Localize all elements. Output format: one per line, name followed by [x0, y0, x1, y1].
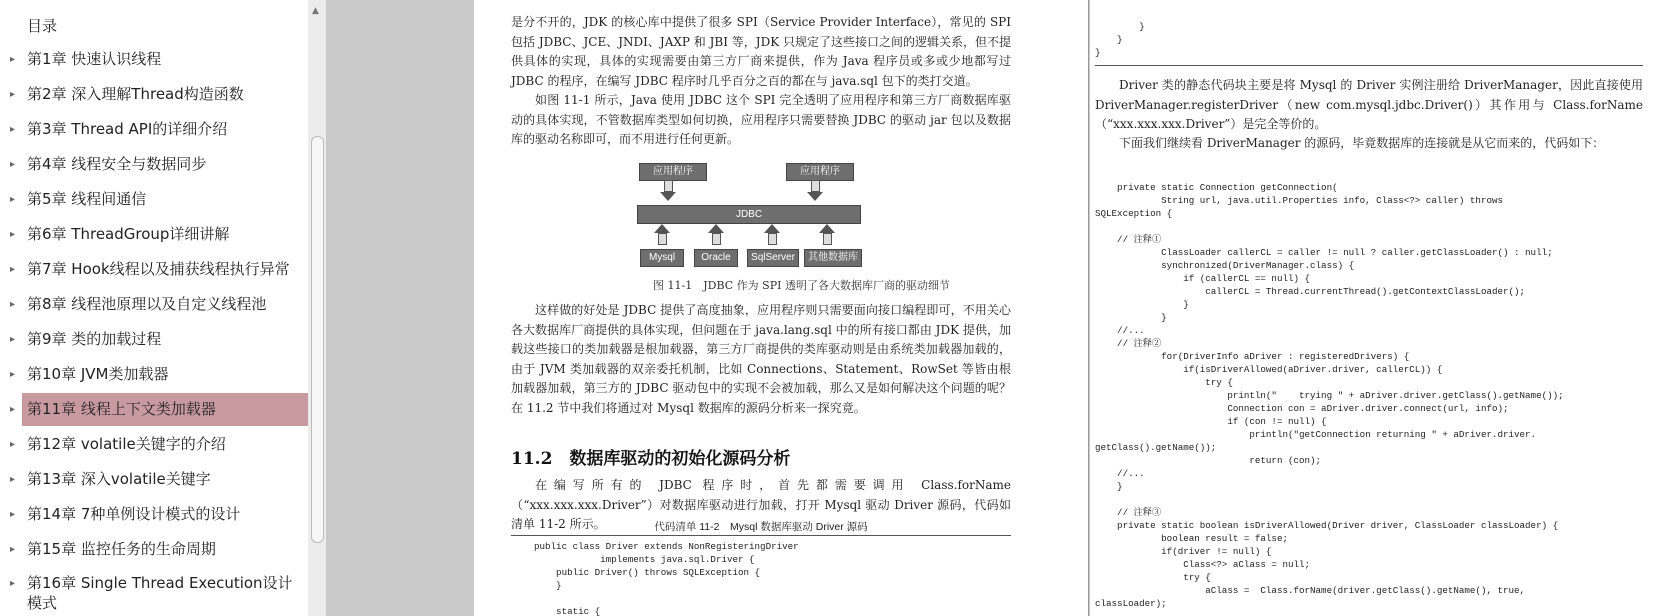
toc-list [0, 42, 308, 615]
arrow-up-2 [712, 233, 721, 245]
toc-item-label: 第9章 类的加载过程 [27, 330, 162, 348]
chevron-right-icon[interactable]: ▸ [10, 229, 16, 240]
toc-item[interactable] [0, 182, 308, 217]
toc-item[interactable] [0, 357, 308, 392]
driver-box-sqlserver: SqlServer [747, 249, 799, 267]
arrow-down-1 [664, 180, 673, 192]
toc-item[interactable] [0, 77, 308, 112]
toc-item-label: 第4章 线程安全与数据同步 [27, 155, 207, 173]
chevron-right-icon[interactable]: ▸ [10, 509, 16, 520]
toc-item-label: 第12章 volatile关键字的介绍 [27, 435, 226, 453]
toc-item-label: 第1章 快速认识线程 [27, 50, 162, 68]
arrow-down-head-1 [660, 192, 676, 201]
listing-rule [511, 535, 1011, 536]
code-listing-end: } } } [1095, 21, 1145, 58]
toc-item-label: 第11章 线程上下文类加载器 [27, 400, 216, 418]
chevron-right-icon[interactable]: ▸ [10, 439, 16, 450]
chevron-right-icon[interactable]: ▸ [10, 194, 16, 205]
toc-item-label: 第7章 Hook线程以及捕获线程执行异常 [27, 260, 290, 278]
chevron-right-icon[interactable]: ▸ [10, 299, 16, 310]
paragraph-spi-intro: 是分不开的，JDK 的核心库中提供了很多 SPI（Service Provider Interface），常见的 SPI 包括 JDBC、JCE、JNDI、JAXP 和 JBI 等，JDK 只规定了这些接口之间的逻辑关系，但不提供具体的实现，具体的实现需要由第三方厂商来提供，作为 Java 程序员或多或少地都写过 JDBC 的程序，在编写 JDBC 程序时几乎百分之百的都在与 java.sql 包下的类打交道。 [511, 15, 1012, 88]
arrow-up-4 [823, 233, 832, 245]
figure-caption: 图 11-1 JDBC 作为 SPI 透明了各大数据库厂商的驱动细节 [653, 279, 950, 292]
paragraph-driver-static: Driver 类的静态代码块主要是将 Mysql 的 Driver 实例注册给 DriverManager，因此直接使用 DriverManager.registerDriver（new com.mysql.jdbc.Driver()）其作用与 Class.forName（“xxx.xxx.xxx.Driver”）是完全等价的。 [1095, 78, 1643, 131]
chevron-right-icon[interactable]: ▸ [10, 544, 16, 555]
toc-item-label: 第5章 线程间通信 [27, 190, 147, 208]
chevron-right-icon[interactable]: ▸ [10, 369, 16, 380]
code-end-rule [1095, 65, 1643, 66]
driver-box-mysql: Mysql [640, 249, 684, 267]
toc-item-label: 第13章 深入volatile关键字 [27, 470, 211, 488]
arrow-up-head-4 [819, 224, 835, 233]
toc-item[interactable] [0, 147, 308, 182]
paragraph-figure-ref: 如图 11-1 所示，Java 使用 JDBC 这个 SPI 完全透明了应用程序和第三方厂商数据库驱动的具体实现，不管数据库类型如何切换，应用程序只需要替换 JDBC 的驱动 jar 包以及数据库的驱动名称即可，而不用进行任何更新。 [511, 93, 1011, 146]
chevron-right-icon[interactable]: ▸ [10, 54, 16, 65]
toc-item[interactable] [0, 532, 308, 567]
document-page-left [474, 0, 1089, 616]
arrow-up-head-1 [654, 224, 670, 233]
toc-item-label: 第2章 深入理解Thread构造函数 [27, 85, 244, 103]
jdbc-box: JDBC [637, 205, 861, 224]
scroll-up-icon[interactable]: ▲ [312, 6, 319, 16]
document-page-right [1090, 0, 1653, 616]
toc-item-label: 第8章 线程池原理以及自定义线程池 [27, 295, 267, 313]
toc-item[interactable] [0, 322, 308, 357]
chevron-right-icon[interactable]: ▸ [10, 89, 16, 100]
section-heading: 11.2 数据库驱动的初始化源码分析 [511, 449, 791, 469]
app-box-2: 应用程序 [786, 163, 854, 181]
chevron-right-icon[interactable]: ▸ [10, 124, 16, 135]
paragraph-benefits: 这样做的好处是 JDBC 提供了高度抽象，应用程序则只需要面向接口编程即可，不用关心各大数据库厂商提供的具体实现，但问题在于 java.lang.sql 中的所有接口都由 JDK 提供，加载这些接口的类加载器是根加载器，第三方厂商提供的类库驱动则是由系统类加载器加载的，由于 JVM 类加载器的双亲委托机制，比如 Connections、Statement、RowSet 等皆由根加载器加载，第三方的 JDBC 驱动包中的实现不会被加载，那么又是如何解决这个问题的呢？在 11.2 节中我们将通过对 Mysql 数据库的源码分析来一探究竟。 [511, 303, 1011, 415]
paragraph-drivermanager: 下面我们继续看 DriverManager 的源码，毕竟数据库的连接就是从它而来的，代码如下： [1119, 136, 1605, 150]
toc-item-label: 第10章 JVM类加载器 [27, 365, 169, 383]
arrow-down-head-2 [807, 192, 823, 201]
arrow-down-2 [811, 180, 820, 192]
toc-item[interactable] [0, 497, 308, 532]
app-box-1: 应用程序 [639, 163, 707, 181]
scrollbar-thumb[interactable] [311, 136, 324, 543]
toc-item[interactable] [0, 217, 308, 252]
toc-item-label: 第6章 ThreadGroup详细讲解 [27, 225, 230, 243]
toc-item-label: 第3章 Thread API的详细介绍 [27, 120, 228, 138]
toc-title: 目录 [27, 17, 58, 35]
chevron-right-icon[interactable]: ▸ [10, 334, 16, 345]
code-listing-drivermanager: private static Connection getConnection( String url, java.util.Properties info, Class<?> caller) throws SQLException { // 注释① ClassLoader callerCL = caller != null ? caller.getClassLoader() : null; synchronized(DriverManager.class) { if (callerCL == null) { callerCL = Thread.currentThread().getContextClassLoader(); } } //... // 注释② for(DriverInfo aDriver : registeredDrivers) { if(isDriverAllowed(aDriver.driver, callerCL)) { try { println(" trying " + aDriver.driver.getClass().getName()); Connection con = aDriver.driver.connect(url, info); if (con != null) { println("getConnection returning " + aDriver.driver. getClass().getName()); return (con); //... } // 注释③ private static boolean isDriverAllowed(Driver driver, ClassLoader classLoader) { boolean result = false; if(driver != null) { Class<?> aClass = null; try { aClass = Class.forName(driver.getClass().getName(), true, classLoader); [1095, 182, 1564, 609]
toc-item[interactable] [0, 252, 308, 287]
arrow-up-head-2 [708, 224, 724, 233]
toc-item-label: 第15章 监控任务的生命周期 [27, 540, 216, 558]
toc-item[interactable] [0, 427, 308, 462]
arrow-up-3 [768, 233, 777, 245]
toc-item[interactable] [0, 567, 308, 615]
code-listing-driver: public class Driver extends NonRegisteringDriver implements java.sql.Driver { public Driver() throws SQLException { } static { [534, 541, 799, 616]
toc-item[interactable] [0, 42, 308, 77]
sidebar-scrollbar[interactable] [308, 0, 326, 616]
arrow-up-head-3 [764, 224, 780, 233]
arrow-up-1 [658, 233, 667, 245]
driver-box-other: 其他数据库 [804, 249, 862, 267]
chevron-right-icon[interactable]: ▸ [10, 578, 16, 589]
paragraph-forname: 在编写所有的 JDBC 程序时，首先都需要调用 Class.forName（“xxx.xxx.xxx.Driver”）对数据库驱动进行加载，打开 Mysql 驱动 Driver 源码，代码如清单 11-2 所示。 [511, 478, 1011, 531]
chevron-right-icon[interactable]: ▸ [10, 474, 16, 485]
toc-item[interactable] [0, 112, 308, 147]
toc-item[interactable] [0, 392, 308, 427]
toc-item[interactable] [0, 287, 308, 322]
listing-caption: 代码清单 11-2 Mysql 数据库驱动 Driver 源码 [654, 521, 868, 533]
chevron-right-icon[interactable]: ▸ [10, 404, 16, 415]
toc-item-label: 第14章 7种单例设计模式的设计 [27, 505, 241, 523]
driver-box-oracle: Oracle [694, 249, 738, 267]
toc-item-label: 第16章 Single Thread Execution设计模式 [27, 574, 293, 612]
chevron-right-icon[interactable]: ▸ [10, 264, 16, 275]
toc-sidebar [0, 0, 308, 616]
toc-item[interactable] [0, 462, 308, 497]
chevron-right-icon[interactable]: ▸ [10, 159, 16, 170]
